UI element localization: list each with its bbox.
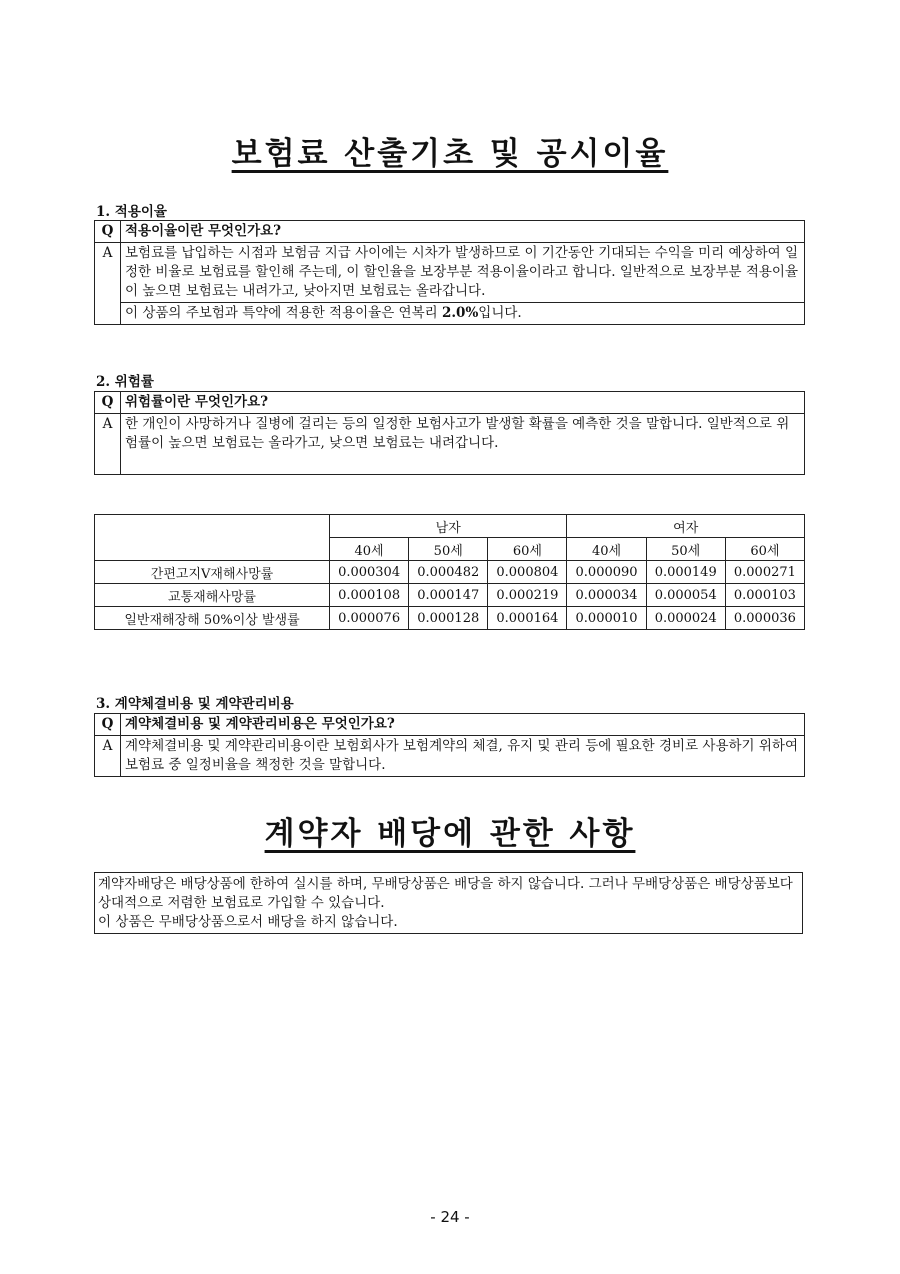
answer-text: 한 개인이 사망하거나 질병에 걸리는 등의 일정한 보험사고가 발생할 확률을 예측한 것을 말합니다. 일반적으로 위험률이 높으면 보험료는 올라가고, 낮으면 보험료는 내려갑니다. bbox=[121, 414, 805, 475]
age-header: 60세 bbox=[725, 538, 804, 561]
rate-cell: 0.000482 bbox=[409, 561, 488, 584]
note-text-end: 입니다. bbox=[478, 305, 522, 321]
answer-text: 계약체결비용 및 계약관리비용이란 보험회사가 보험계약의 체결, 유지 및 관리 등에 필요한 경비로 사용하기 위하여 보험료 중 일정비율을 책정한 것을 말합니다. bbox=[121, 736, 805, 777]
section-heading-risk: 2. 위험률 bbox=[96, 374, 154, 390]
row-label: 일반재해장해 50%이상 발생률 bbox=[95, 607, 330, 630]
age-header: 40세 bbox=[567, 538, 646, 561]
question-text: 계약체결비용 및 계약관리비용은 무엇인가요? bbox=[121, 714, 805, 736]
rate-cell: 0.000219 bbox=[488, 584, 567, 607]
rate-cell: 0.000149 bbox=[646, 561, 725, 584]
age-header: 50세 bbox=[409, 538, 488, 561]
question-text: 적용이율이란 무엇인가요? bbox=[121, 221, 805, 243]
row-label: 간편고지Ⅴ재해사망률 bbox=[95, 561, 330, 584]
table-row bbox=[95, 561, 805, 584]
dividend-note: 이 상품은 무배당상품으로서 배당을 하지 않습니다. bbox=[98, 914, 398, 930]
risk-qa-table bbox=[94, 391, 805, 475]
age-header: 60세 bbox=[488, 538, 567, 561]
note-text: 이 상품의 주보험과 특약에 적용한 적용이율은 연복리 bbox=[125, 305, 442, 321]
applied-rate-note bbox=[121, 303, 805, 325]
section-heading-cost: 3. 계약체결비용 및 계약관리비용 bbox=[96, 696, 294, 712]
group-female: 여자 bbox=[567, 515, 805, 538]
cost-qa-table bbox=[94, 713, 805, 777]
page-number: - 24 - bbox=[430, 1208, 470, 1226]
rate-cell: 0.000034 bbox=[567, 584, 646, 607]
table-row bbox=[95, 607, 805, 630]
section-heading-interest: 1. 적용이율 bbox=[96, 204, 167, 220]
page-title: 보험료 산출기초 및 공시이율 bbox=[231, 136, 669, 172]
group-male: 남자 bbox=[330, 515, 567, 538]
table-row bbox=[95, 584, 805, 607]
rate-cell: 0.000304 bbox=[330, 561, 409, 584]
rate-cell: 0.000054 bbox=[646, 584, 725, 607]
rate-cell: 0.000147 bbox=[409, 584, 488, 607]
a-label: A bbox=[95, 736, 121, 777]
interest-qa-table bbox=[94, 220, 805, 325]
age-header: 50세 bbox=[646, 538, 725, 561]
rate-cell: 0.000164 bbox=[488, 607, 567, 630]
rate-cell: 0.000036 bbox=[725, 607, 804, 630]
risk-rate-table bbox=[94, 514, 805, 630]
row-label: 교통재해사망률 bbox=[95, 584, 330, 607]
dividend-box bbox=[94, 872, 803, 934]
rate-cell: 0.000271 bbox=[725, 561, 804, 584]
dividend-title: 계약자 배당에 관한 사항 bbox=[264, 816, 636, 852]
dividend-text: 계약자배당은 배당상품에 한하여 실시를 하며, 무배당상품은 배당을 하지 않습니다. 그러나 무배당상품은 배당상품보다 상대적으로 저렴한 보험료로 가입할 수 있습니다. bbox=[98, 876, 793, 911]
rate-cell: 0.000024 bbox=[646, 607, 725, 630]
rate-cell: 0.000128 bbox=[409, 607, 488, 630]
q-label: Q bbox=[95, 714, 121, 736]
rate-cell: 0.000103 bbox=[725, 584, 804, 607]
a-label: A bbox=[95, 243, 121, 325]
corner-cell bbox=[95, 515, 330, 561]
answer-text: 보험료를 납입하는 시점과 보험금 지급 사이에는 시차가 발생하므로 이 기간동안 기대되는 수익을 미리 예상하여 일정한 비율로 보험료를 할인해 주는데, 이 할인율을 보장부분 적용이율이라고 합니다. 일반적으로 보장부분 적용이율이 높으면 보험료는 내려가고, 낮아지면 보험료는 올라갑니다. bbox=[121, 243, 805, 303]
rate-cell: 0.000076 bbox=[330, 607, 409, 630]
rate-cell: 0.000804 bbox=[488, 561, 567, 584]
age-header: 40세 bbox=[330, 538, 409, 561]
rate-cell: 0.000010 bbox=[567, 607, 646, 630]
q-label: Q bbox=[95, 392, 121, 414]
rate-cell: 0.000108 bbox=[330, 584, 409, 607]
applied-rate-value: 2.0% bbox=[441, 305, 479, 321]
question-text: 위험률이란 무엇인가요? bbox=[121, 392, 805, 414]
q-label: Q bbox=[95, 221, 121, 243]
a-label: A bbox=[95, 414, 121, 475]
rate-cell: 0.000090 bbox=[567, 561, 646, 584]
